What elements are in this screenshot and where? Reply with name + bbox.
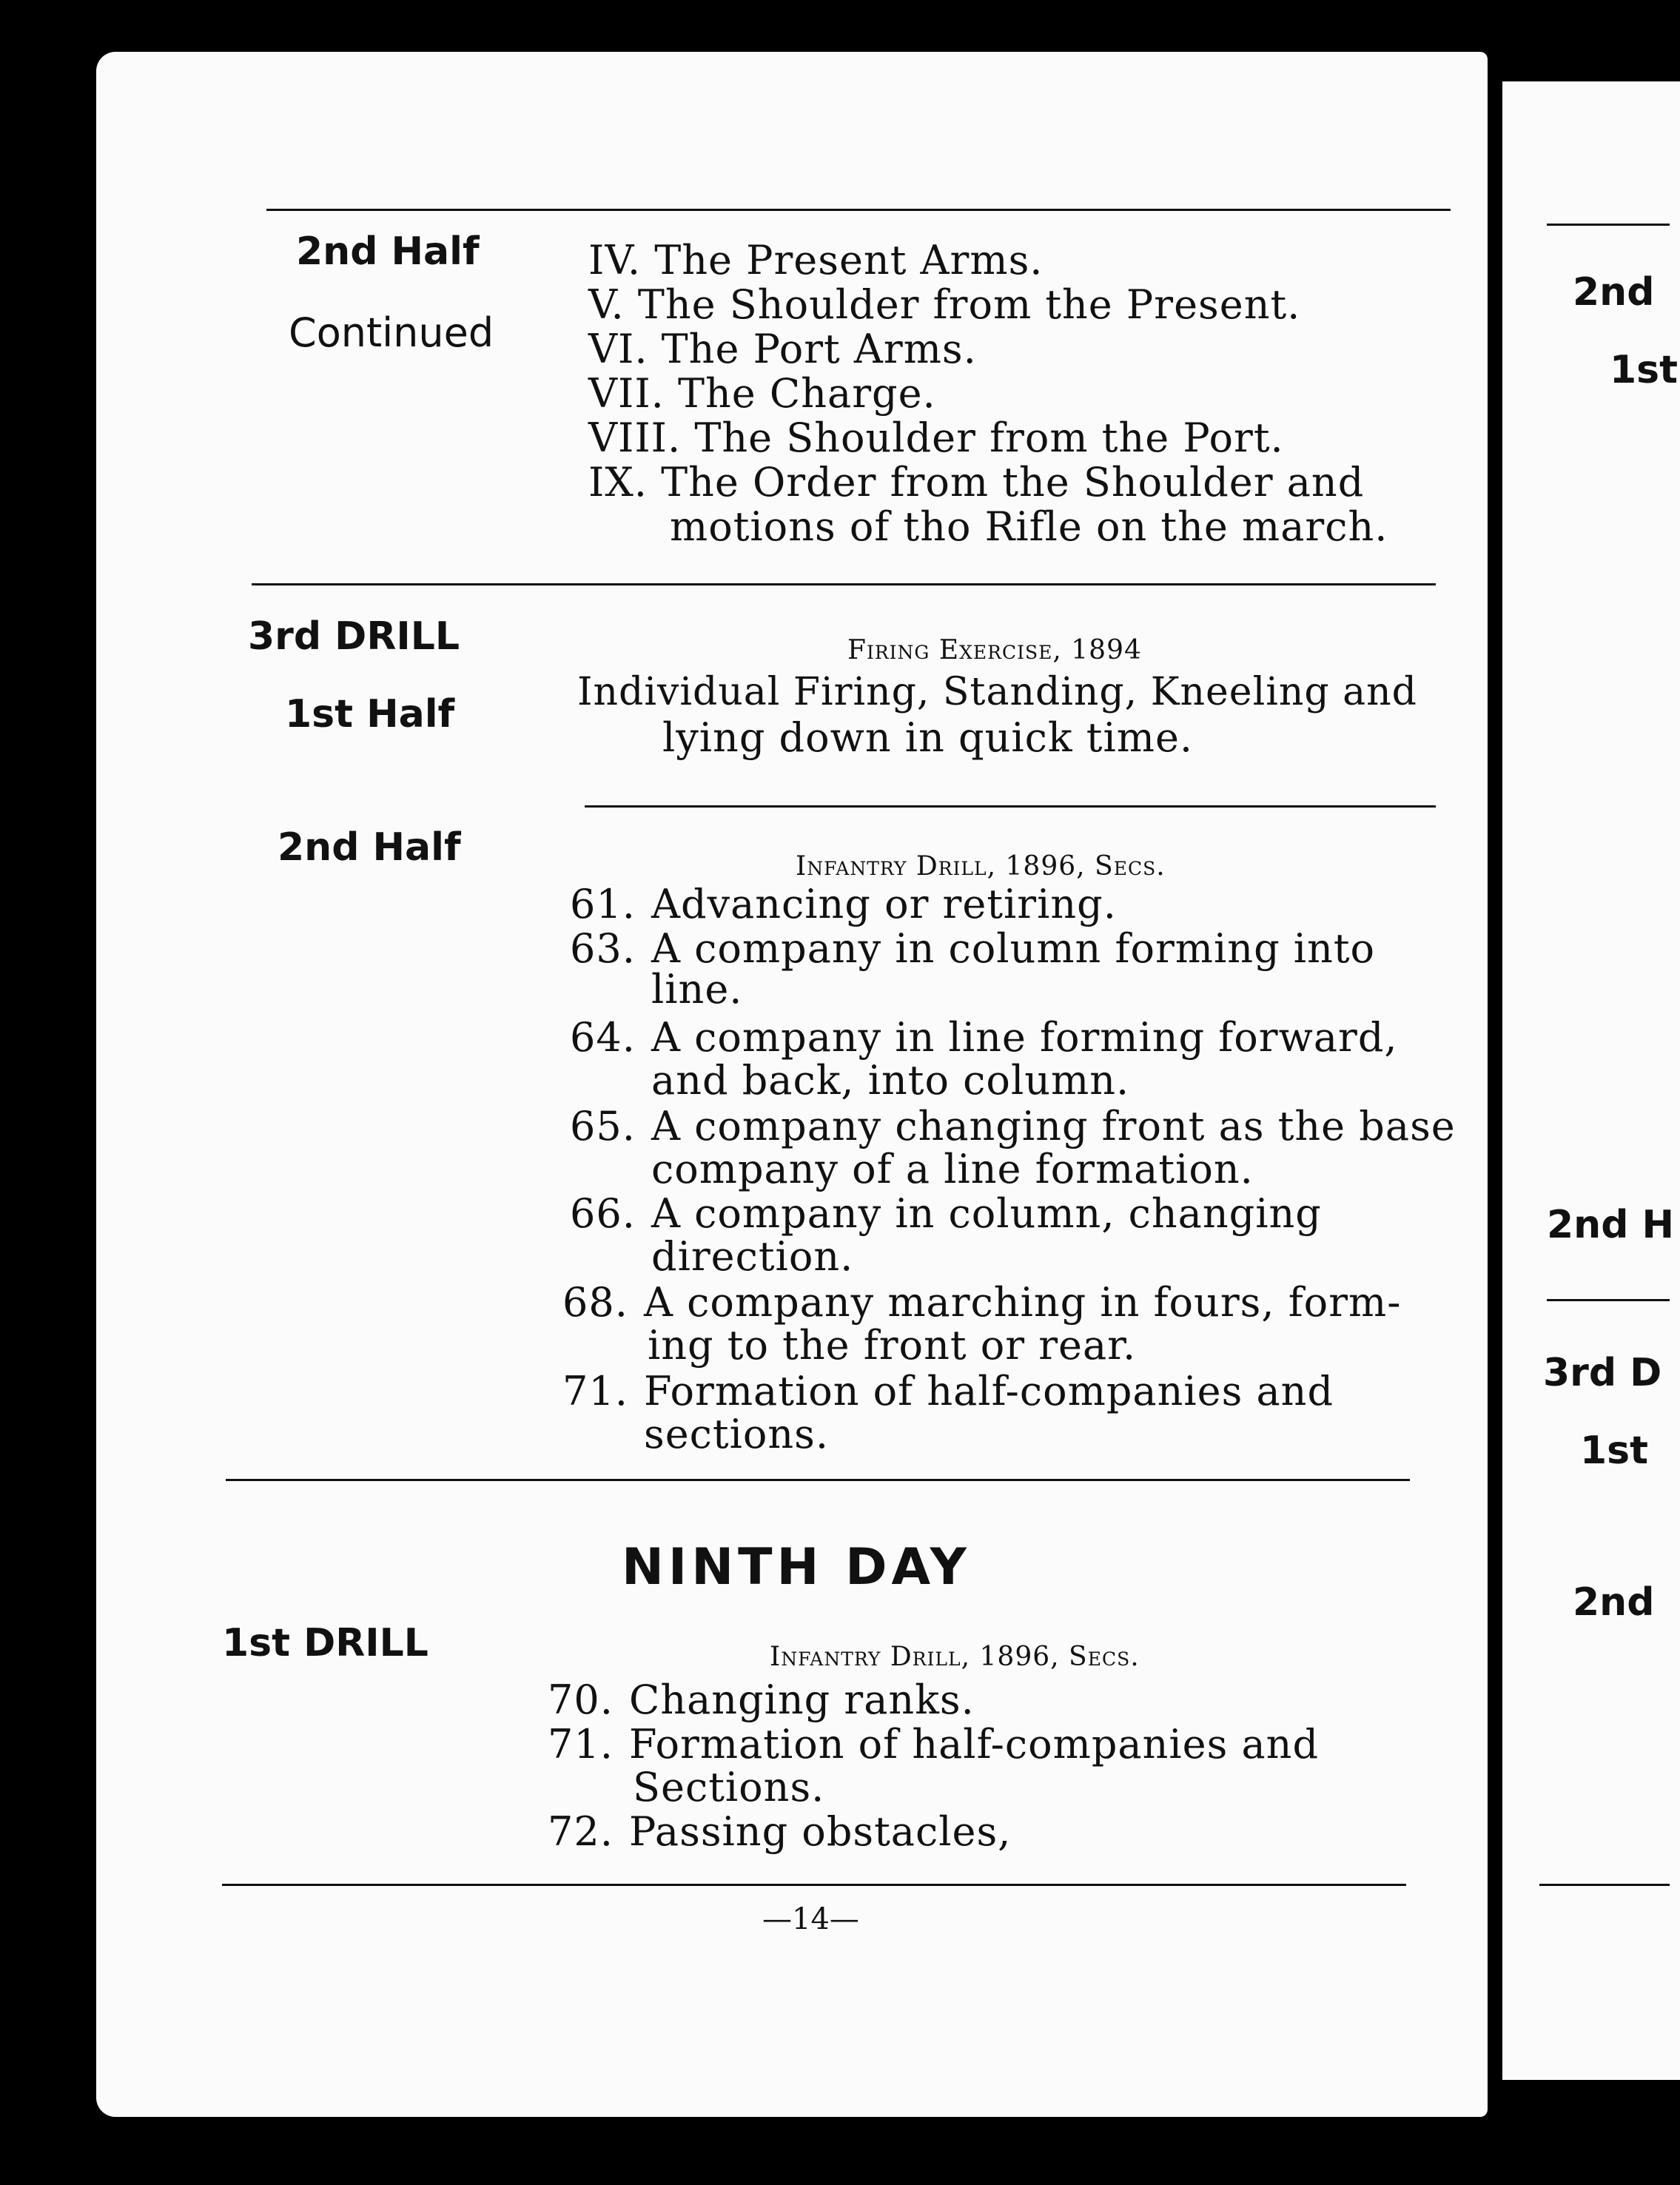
item-number: 68. [562, 1279, 628, 1326]
list-item [562, 1279, 1401, 1326]
divider-rule [266, 209, 1451, 211]
item-continuation: and back, into column. [651, 1057, 1130, 1104]
item-continuation: Sections. [633, 1764, 825, 1810]
item-number: 71. [548, 1721, 614, 1768]
text-line: lying down in quick time. [662, 714, 1194, 761]
section-label: 3rd DRILL [248, 614, 460, 659]
section-label: 2nd Half [278, 825, 461, 870]
facing-page-fragment: 2nd [1573, 270, 1655, 315]
item-number: 65. [570, 1103, 636, 1149]
text-line: IV. The Present Arms. [588, 237, 1044, 283]
section-label: 1st DRILL [222, 1621, 429, 1665]
facing-page-fragment: 3rd D [1543, 1351, 1662, 1395]
section-caption: Infantry Drill, 1896, Secs. [770, 1642, 1140, 1672]
item-text: A company marching in fours, form- [644, 1279, 1402, 1326]
list-item [562, 1368, 1334, 1414]
section-caption: Firing Exercise, 1894 [847, 635, 1142, 665]
facing-divider-rule [1547, 224, 1670, 226]
list-item [570, 1190, 1322, 1237]
text-line: VIII. The Shoulder from the Port. [588, 414, 1284, 461]
item-text: A company in column, changing [651, 1190, 1322, 1237]
divider-rule [222, 1884, 1406, 1886]
page-number: —14— [762, 1902, 859, 1936]
item-text: A company in column forming into [651, 925, 1376, 972]
list-item [548, 1808, 1011, 1855]
item-number: 64. [570, 1014, 636, 1061]
divider-rule [252, 583, 1436, 585]
text-line: V. The Shoulder from the Present. [588, 281, 1301, 328]
list-item [570, 881, 1117, 927]
item-text: Advancing or retiring. [651, 881, 1117, 927]
text-line: VII. The Charge. [588, 370, 936, 417]
item-continuation: company of a line formation. [651, 1146, 1254, 1192]
list-item [570, 1014, 1398, 1061]
item-continuation: line. [651, 966, 743, 1013]
list-item [570, 1103, 1456, 1149]
section-caption: Infantry Drill, 1896, Secs. [796, 851, 1166, 882]
item-number: 61. [570, 881, 636, 927]
divider-rule [226, 1479, 1410, 1481]
item-number: 66. [570, 1190, 636, 1237]
facing-page-fragment: 1st [1610, 348, 1678, 392]
list-item [570, 925, 1375, 972]
text-line: IX. The Order from the Shoulder and [588, 459, 1365, 506]
item-text: Passing obstacles, [629, 1808, 1012, 1855]
item-text: A company changing front as the base [651, 1103, 1456, 1149]
day-title: NINTH DAY [622, 1538, 971, 1597]
section-label: 2nd Half [296, 229, 480, 274]
item-continuation: sections. [644, 1411, 830, 1457]
item-text: Formation of half-companies and [629, 1721, 1320, 1768]
text-line: VI. The Port Arms. [588, 326, 977, 372]
facing-page-fragment: 2nd [1573, 1580, 1655, 1625]
section-sublabel: Continued [289, 309, 494, 356]
facing-divider-rule [1547, 1299, 1670, 1301]
list-item [548, 1676, 975, 1723]
divider-rule [585, 805, 1436, 808]
list-item [548, 1721, 1319, 1768]
item-number: 63. [570, 925, 636, 972]
section-sublabel: 1st Half [285, 692, 455, 736]
item-text: A company in line forming forward, [651, 1014, 1398, 1061]
item-text: Changing ranks. [629, 1676, 975, 1723]
item-number: 70. [548, 1676, 614, 1723]
text-line: Individual Firing, Standing, Kneeling and [577, 670, 1417, 714]
item-continuation: ing to the front or rear. [648, 1322, 1137, 1369]
facing-page-fragment: 2nd H [1547, 1203, 1675, 1247]
text-line: motions of tho Rifle on the march. [670, 503, 1388, 550]
facing-divider-rule [1539, 1884, 1670, 1886]
item-text: Formation of half-companies and [644, 1368, 1334, 1414]
item-continuation: direction. [651, 1233, 854, 1280]
item-number: 71. [562, 1368, 628, 1414]
facing-page-fragment: 1st [1580, 1429, 1648, 1473]
item-number: 72. [548, 1808, 614, 1855]
